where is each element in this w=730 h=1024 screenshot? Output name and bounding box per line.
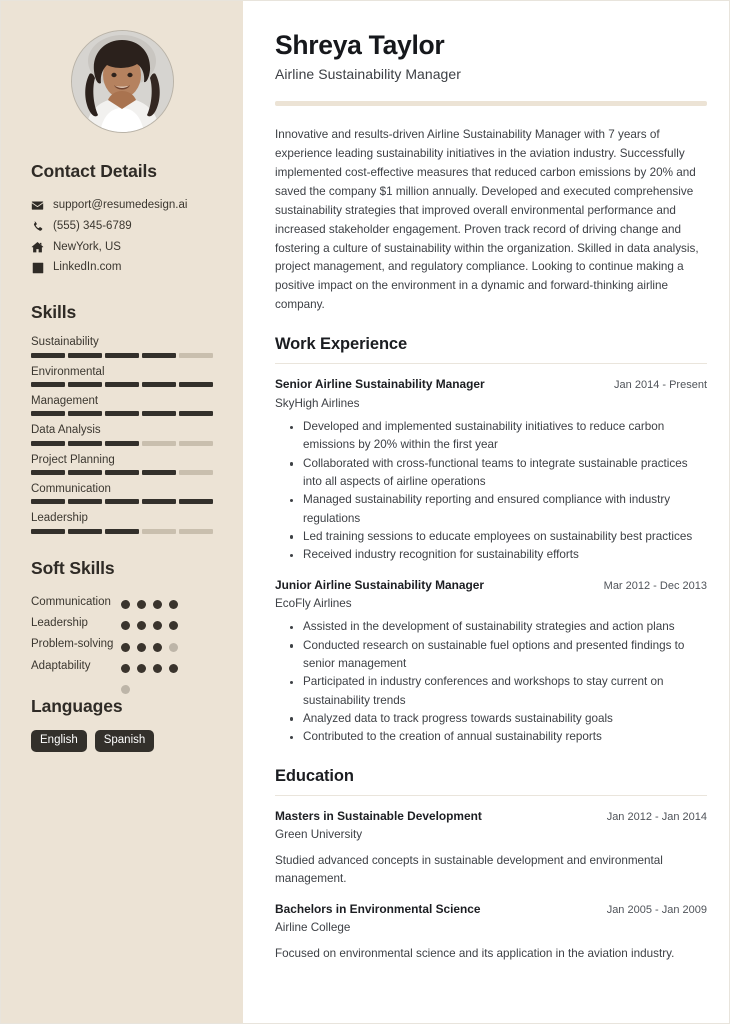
- skill-bar-segment: [142, 353, 176, 358]
- rating-dot: [121, 621, 130, 630]
- resume-entry: [275, 809, 707, 889]
- contact-location-text: NewYork, US: [53, 240, 121, 253]
- skill-bar-segment: [68, 411, 102, 416]
- contact-email-text: support@resumedesign.ai: [53, 199, 188, 211]
- job-role-subtitle: Airline Sustainability Manager: [275, 66, 461, 83]
- rating-dot: [121, 643, 130, 652]
- skill-bar-segment: [105, 411, 139, 416]
- contact-item-location[interactable]: [31, 241, 243, 255]
- rating-dot: [169, 664, 178, 673]
- rating-dot: [137, 685, 146, 694]
- profile-summary: Innovative and results-driven Airline Sustainability Manager with 7 years of experience leading sustainability initiatives in the aviation industry. Successfully implemented cost-effective measures that reduced carbon emissions by 20% and saved the company $1 million annually. Developed and executed comprehensive sustainability strategies that improved overall environmental performance and increased stakeholder engagement. Proven track record of driving change and fostering a culture of sustainability within the organization. Skilled in data analysis, project management, and regulatory compliance. Looking to continue making a positive impact on the environment in a dynamic and forward-thinking airline company.: [275, 128, 699, 312]
- entry-bullet: Developed and implemented sustainability initiatives to reduce carbon emissions by 20% within the first year: [303, 418, 707, 455]
- skill-item: [31, 511, 213, 533]
- skill-bar-segment: [179, 411, 213, 416]
- skill-bar-segment: [31, 499, 65, 504]
- soft-skill-label: Problem-solving: [31, 638, 114, 651]
- entry-bullet: Collaborated with cross-functional teams to integrate sustainable practices into all aspects of airline operations: [303, 455, 707, 492]
- entry-bullet-list: [275, 618, 707, 746]
- skill-bar-segment: [68, 470, 102, 475]
- skill-item: [31, 335, 213, 357]
- entry-bullet: Conducted research on sustainable fuel options and presented findings to senior management: [303, 637, 707, 674]
- entry-header: [275, 377, 707, 393]
- skill-bar-segment: [179, 470, 213, 475]
- skill-bar-segment: [105, 499, 139, 504]
- sidebar: [1, 1, 243, 1023]
- rating-dot: [137, 600, 146, 609]
- entry-bullet: Analyzed data to track progress towards sustainability goals: [303, 710, 707, 728]
- entry-bullet: Contributed to the creation of annual sustainability reports: [303, 728, 707, 746]
- skill-bar-segment: [142, 441, 176, 446]
- skill-label: Environmental: [31, 365, 105, 378]
- soft-skills-heading: Soft Skills: [31, 557, 115, 578]
- entry-description: Studied advanced concepts in sustainable development and environmental management.: [275, 853, 663, 886]
- rating-dot: [137, 643, 146, 652]
- skill-bar-segment: [142, 470, 176, 475]
- entry-organization: Green University: [275, 828, 363, 842]
- languages-list: [1, 730, 243, 752]
- skill-level-bar: [31, 441, 213, 446]
- rating-dot: [169, 685, 178, 694]
- education-heading: Education: [275, 766, 354, 785]
- soft-skill-dot-row: [121, 594, 178, 615]
- avatar-illustration: [72, 31, 173, 132]
- skill-bar-segment: [142, 382, 176, 387]
- section-divider: [275, 363, 707, 364]
- skill-bar-segment: [68, 353, 102, 358]
- skill-item: [31, 394, 213, 416]
- skill-bar-segment: [31, 529, 65, 534]
- contact-linkedin-text: LinkedIn.com: [53, 261, 122, 274]
- rating-dot: [153, 685, 162, 694]
- entry-bullet: Participated in industry conferences and workshops to stay current on sustainability trends: [303, 673, 707, 710]
- languages-heading: Languages: [31, 695, 123, 716]
- header-divider: [275, 101, 707, 106]
- phone-icon: [31, 220, 44, 233]
- rating-dot: [121, 685, 130, 694]
- education-entry-list: [275, 809, 707, 964]
- skill-label: Leadership: [31, 512, 88, 525]
- skill-level-bar: [31, 529, 213, 534]
- avatar: [71, 30, 174, 133]
- skill-bar-segment: [179, 382, 213, 387]
- home-icon: [31, 241, 44, 254]
- entry-date-range: Jan 2012 - Jan 2014: [606, 810, 707, 823]
- skill-bar-segment: [68, 382, 102, 387]
- entry-header: [275, 578, 707, 594]
- skill-bar-segment: [105, 529, 139, 534]
- language-badge: English: [31, 730, 87, 752]
- skill-bar-segment: [105, 441, 139, 446]
- avatar-container: [1, 1, 243, 133]
- skill-item: [31, 482, 213, 504]
- rating-dot: [169, 621, 178, 630]
- skill-bar-segment: [179, 441, 213, 446]
- skill-item: [31, 453, 213, 475]
- skill-bar-segment: [105, 353, 139, 358]
- entry-bullet: Led training sessions to educate employees on sustainability best practices: [303, 528, 707, 546]
- skill-item: [31, 423, 213, 445]
- contact-item-phone[interactable]: [31, 220, 243, 234]
- skill-bar-segment: [31, 411, 65, 416]
- entry-organization: Airline College: [275, 921, 351, 935]
- main-content: [243, 1, 729, 1023]
- contact-item-email[interactable]: [31, 199, 243, 213]
- skill-label: Project Planning: [31, 453, 115, 466]
- entry-title: Senior Airline Sustainability Manager: [275, 377, 485, 392]
- rating-dot: [153, 600, 162, 609]
- rating-dot: [169, 600, 178, 609]
- rating-dot: [121, 664, 130, 673]
- skill-label: Data Analysis: [31, 424, 101, 437]
- section-divider: [275, 795, 707, 796]
- rating-dot: [169, 643, 178, 652]
- skill-level-bar: [31, 499, 213, 504]
- soft-skills-rating-dots: [121, 594, 178, 700]
- skill-bar-segment: [142, 529, 176, 534]
- work-experience-heading: Work Experience: [275, 335, 408, 354]
- skill-bar-segment: [179, 529, 213, 534]
- skills-heading: Skills: [31, 302, 77, 323]
- entry-title: Bachelors in Environmental Science: [275, 901, 481, 916]
- page-title: Shreya Taylor: [275, 30, 445, 60]
- entry-bullet: Received industry recognition for sustainability efforts: [303, 546, 707, 564]
- rating-dot: [153, 643, 162, 652]
- entry-bullet: Managed sustainability reporting and ensured compliance with industry regulations: [303, 491, 707, 528]
- entry-date-range: Mar 2012 - Dec 2013: [603, 579, 707, 592]
- soft-skill-label: Adaptability: [31, 659, 91, 672]
- entry-title: Junior Airline Sustainability Manager: [275, 577, 485, 592]
- work-experience-section: [275, 335, 707, 746]
- education-section: [275, 767, 707, 964]
- soft-skill-label: Communication: [31, 595, 111, 608]
- envelope-icon: [31, 199, 44, 212]
- contact-details-heading: Contact Details: [31, 161, 157, 181]
- soft-skill-dot-row: [121, 636, 178, 657]
- entry-header: [275, 902, 707, 918]
- entry-header: [275, 809, 707, 825]
- resume-entry: [275, 902, 707, 964]
- skill-bar-segment: [142, 411, 176, 416]
- soft-skill-label: Leadership: [31, 617, 88, 630]
- skill-bar-segment: [31, 382, 65, 387]
- skill-bar-segment: [105, 382, 139, 387]
- work-entry-list: [275, 377, 707, 746]
- skill-label: Sustainability: [31, 336, 99, 349]
- rating-dot: [121, 600, 130, 609]
- contact-list: [1, 199, 243, 275]
- entry-organization: EcoFly Airlines: [275, 597, 352, 611]
- skill-bar-segment: [31, 470, 65, 475]
- skill-bar-segment: [31, 441, 65, 446]
- skill-item: [31, 365, 213, 387]
- skill-bar-segment: [68, 441, 102, 446]
- resume-entry: [275, 377, 707, 564]
- contact-phone-text: (555) 345-6789: [53, 219, 132, 232]
- skill-bar-segment: [31, 353, 65, 358]
- entry-bullet: Assisted in the development of sustainability strategies and action plans: [303, 618, 707, 636]
- soft-skills-block: [1, 592, 243, 684]
- entry-date-range: Jan 2014 - Present: [614, 379, 707, 392]
- skill-bar-segment: [68, 529, 102, 534]
- entry-organization: SkyHigh Airlines: [275, 396, 360, 410]
- soft-skill-dot-row: [121, 658, 178, 679]
- skill-bar-segment: [105, 470, 139, 475]
- contact-item-linkedin[interactable]: [31, 261, 243, 275]
- rating-dot: [153, 621, 162, 630]
- entry-date-range: Jan 2005 - Jan 2009: [606, 903, 707, 916]
- resume-entry: [275, 578, 707, 747]
- rating-dot: [137, 621, 146, 630]
- skill-level-bar: [31, 411, 213, 416]
- language-badge: Spanish: [95, 730, 155, 752]
- skill-level-bar: [31, 470, 213, 475]
- entry-title: Masters in Sustainable Development: [275, 808, 482, 823]
- entry-bullet-list: [275, 418, 707, 564]
- skills-list: [1, 335, 243, 534]
- skill-label: Management: [31, 394, 99, 407]
- skill-bar-segment: [142, 499, 176, 504]
- skill-bar-segment: [68, 499, 102, 504]
- linkedin-icon: [31, 262, 44, 275]
- soft-skill-dot-row: [121, 615, 178, 636]
- rating-dot: [153, 664, 162, 673]
- skill-bar-segment: [179, 353, 213, 358]
- skill-level-bar: [31, 382, 213, 387]
- rating-dot: [137, 664, 146, 673]
- skill-level-bar: [31, 353, 213, 358]
- soft-skill-dot-row: [121, 679, 178, 700]
- entry-description: Focused on environmental science and its application in the aviation industry.: [275, 946, 675, 960]
- skill-bar-segment: [179, 499, 213, 504]
- skill-label: Communication: [31, 483, 111, 496]
